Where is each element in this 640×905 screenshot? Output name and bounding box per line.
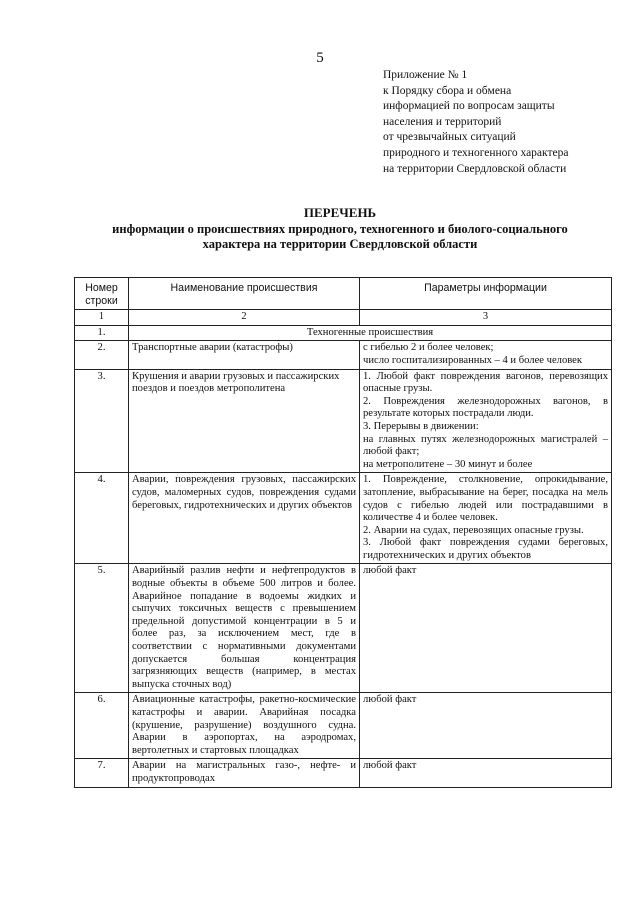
appendix-line: на территории Свердловской области <box>383 162 567 175</box>
table-header-row <box>75 278 612 310</box>
incident-params <box>360 564 612 693</box>
param-line: с гибелью 2 и более человек; <box>363 342 494 354</box>
incident-params <box>360 693 612 759</box>
header-params: Параметры информации <box>360 278 612 310</box>
param-line: число госпитализированных – 4 и более человек <box>363 354 583 366</box>
row-number: 4. <box>75 473 129 564</box>
table-row <box>75 564 612 693</box>
header-name: Наименование происшествия <box>129 278 360 310</box>
index-cell: 3 <box>360 310 612 326</box>
param-line: 1. Любой факт повреждения вагонов, перевозящих опасные грузы. <box>363 370 608 395</box>
param-line: на метрополитене – 30 минут и более <box>363 458 533 470</box>
incident-params <box>360 473 612 564</box>
index-cell: 1 <box>75 310 129 326</box>
row-number: 1. <box>75 325 129 341</box>
title-line-3: характера на территории Свердловской области <box>202 237 478 251</box>
appendix-line: населения и территорий <box>383 115 502 128</box>
incident-params <box>360 369 612 473</box>
title-line-1: ПЕРЕЧЕНЬ <box>303 205 377 220</box>
row-number: 2. <box>75 341 129 369</box>
incidents-table <box>74 277 612 788</box>
incident-name: Аварийный разлив нефти и нефтепродуктов в водные объекты в объеме 500 литров и более. Аварийное попадание в водоемы жидких и сыпучих токсичных веществ с превышением предельной допустимой концентрации в 5 и более раз, за исключением мест, где в соответствии с нормативными документами допускается большая концентрация загрязняющих веществ (например, в местах выпуска сточных вод) <box>129 564 360 693</box>
param-line: любой факт <box>363 760 417 772</box>
param-line: на главных путях железнодорожных магистралей – любой факт; <box>363 433 608 458</box>
table-row <box>75 473 612 564</box>
incident-name: Транспортные аварии (катастрофы) <box>129 341 360 369</box>
table-index-row <box>75 310 612 326</box>
incident-name: Аварии, повреждения грузовых, пассажирских судов, маломерных судов, повреждения судами береговых, гидротехнических и других объектов <box>129 473 360 564</box>
appendix-line: Приложение № 1 <box>383 69 468 81</box>
incident-name: Крушения и аварии грузовых и пассажирских поездов и поездов метрополитена <box>129 369 360 473</box>
param-line: любой факт <box>363 565 417 577</box>
title-line-2: информации о происшествиях природного, техногенного и биолого-социального <box>112 221 568 236</box>
incident-params <box>360 341 612 369</box>
param-line: 3. Перерывы в движении: <box>363 420 479 432</box>
page-number: 5 <box>316 50 324 66</box>
index-cell: 2 <box>129 310 360 326</box>
table-row <box>75 693 612 759</box>
appendix-block <box>383 68 568 177</box>
table-row <box>75 341 612 369</box>
incident-name: Аварии на магистральных газо-, нефте- и продуктопроводах <box>129 759 360 787</box>
param-line: 1. Повреждение, столкновение, опрокидывание, затопление, выбрасывание на берег, посадка на мель судов с гибелью людей или пострадавшими в количестве 4 и более человек. <box>363 474 608 524</box>
document-title <box>60 205 620 253</box>
incident-params <box>360 759 612 787</box>
incident-name: Авиационные катастрофы, ракетно-космические катастрофы и аварии. Аварийная посадка (крушение, разрушение) воздушного судна. Аварии в аэропортах, на аэродромах, вертолетных и стартовых площадках <box>129 693 360 759</box>
param-line: 3. Любой факт повреждения судами береговых, гидротехнических и других объектов <box>363 537 608 561</box>
header-num: Номер строки <box>75 278 129 310</box>
table-row <box>75 759 612 787</box>
section-row <box>75 325 612 341</box>
param-line: любой факт <box>363 694 417 706</box>
appendix-line: к Порядку сбора и обмена <box>383 84 512 97</box>
row-number: 6. <box>75 693 129 759</box>
table-row <box>75 369 612 473</box>
row-number: 3. <box>75 369 129 473</box>
appendix-line: от чрезвычайных ситуаций <box>383 131 516 144</box>
param-line: 2. Аварии на судах, перевозящих опасные грузы. <box>363 524 584 536</box>
row-number: 5. <box>75 564 129 693</box>
section-label: Техногенные происшествия <box>129 325 612 341</box>
param-line: 2. Повреждения железнодорожных вагонов, в результате которых пострадали люди. <box>363 395 608 420</box>
row-number: 7. <box>75 759 129 787</box>
appendix-line: природного и техногенного характера <box>383 146 569 159</box>
appendix-line: информацией по вопросам защиты <box>383 100 555 113</box>
